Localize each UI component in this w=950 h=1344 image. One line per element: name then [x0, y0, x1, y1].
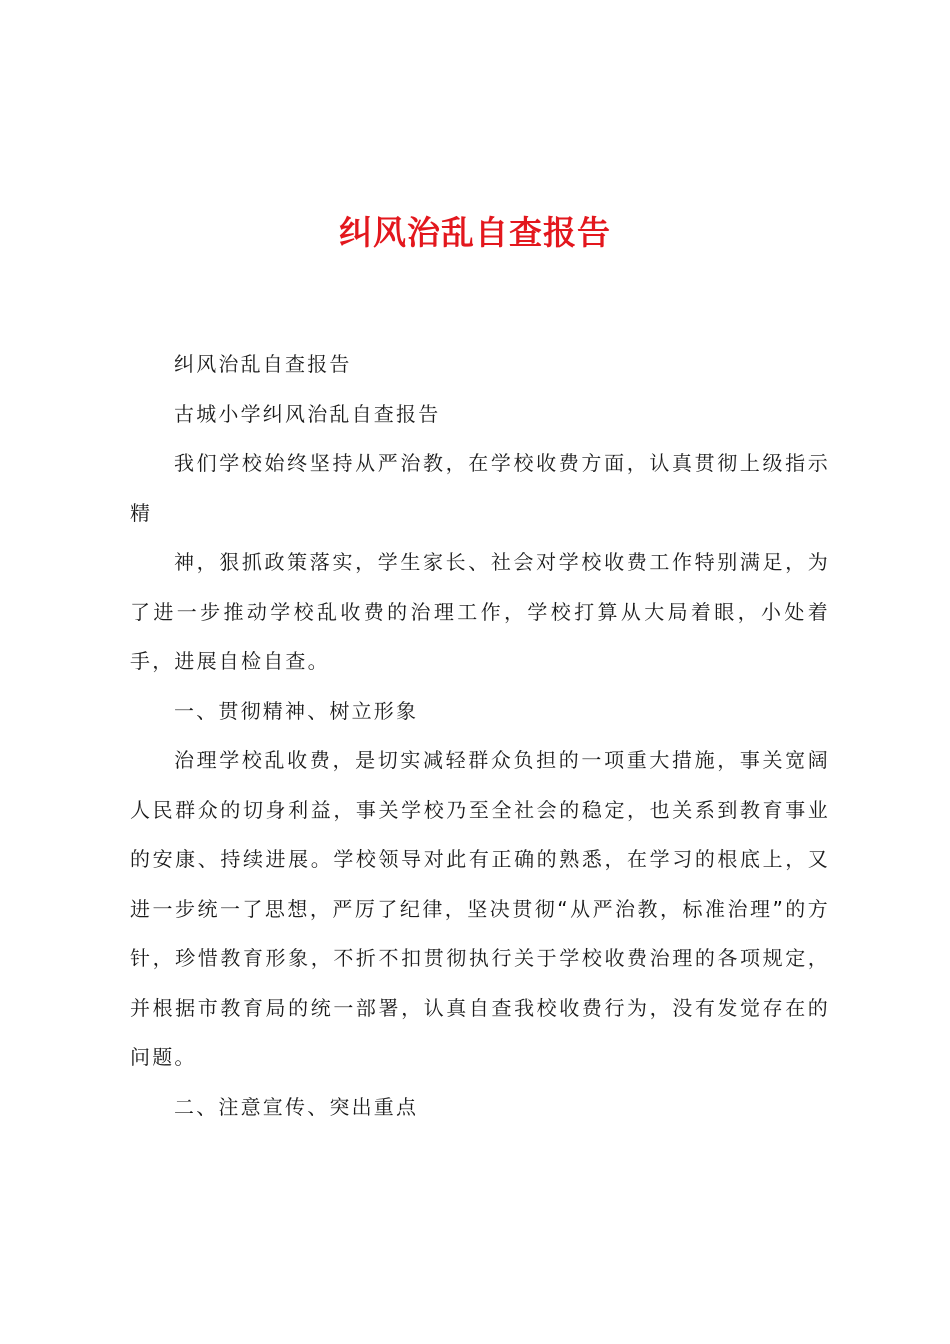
paragraph-heading-repeat: 纠风治乱自查报告: [174, 352, 352, 376]
document-body: [130, 340, 830, 1132]
paragraph-school-title: 古城小学纠风治乱自查报告: [174, 401, 441, 426]
paragraph-intro: 我们学校始终坚持从严治教，在学校收费方面，认真贯彻上级指示精: [130, 451, 830, 525]
paragraph-section-1: 治理学校乱收费，是切实减轻群众负担的一项重大措施，事关宽阔人民群众的切身利益，事关学校乃至全社会的稳定，也关系到教育事业的安康、持续进展。学校领导对此有正确的熟悉，在学习的根底上，又进一步统一了思想，严厉了纪律，坚决贯彻“从严治教，标准治理”的方针，珍惜教育形象，不折不扣贯彻执行关于学校收费治理的各项规定，并根据市教育局的统一部署，认真自查我校收费行为，没有发觉存在的问题。: [130, 748, 830, 1069]
paragraph-intro-continued: 神，狠抓政策落实，学生家长、社会对学校收费工作特别满足，为了进一步推动学校乱收费的治理工作，学校打算从大局着眼，小处着手，进展自检自查。: [130, 550, 830, 673]
document-title: 纠风治乱自查报告: [339, 213, 611, 252]
section-heading-1: 一、贯彻精神、树立形象: [174, 698, 419, 723]
section-heading-2: 二、注意宣传、突出重点: [174, 1094, 419, 1119]
